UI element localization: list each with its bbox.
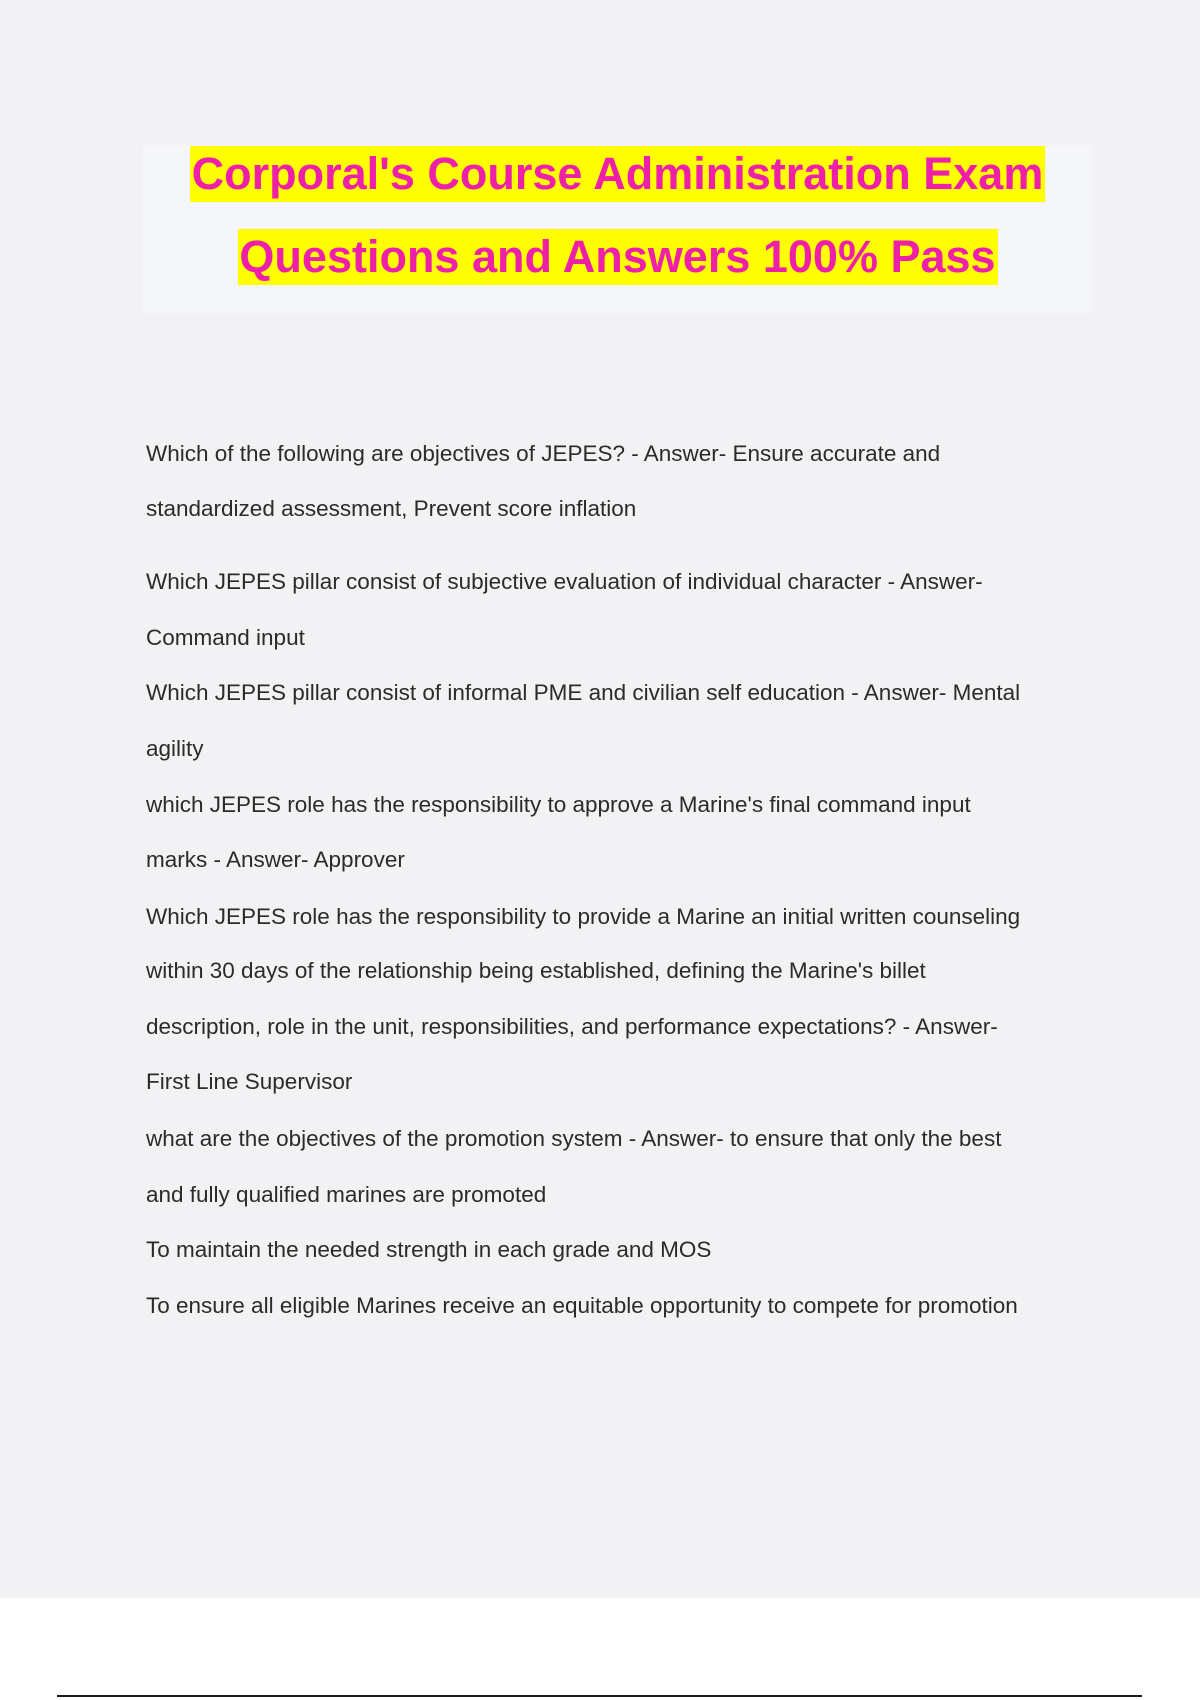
body-line: Which JEPES pillar consist of informal PME and civilian self education - Answer- Mental — [146, 680, 1021, 705]
document-title-line-2: Questions and Answers 100% Pass — [237, 229, 997, 285]
body-line: Which JEPES pillar consist of subjective evaluation of individual character - Answer- — [146, 569, 983, 594]
body-line: agility — [146, 736, 204, 761]
body-line: standardized assessment, Prevent score inflation — [146, 496, 637, 521]
body-line: marks - Answer- Approver — [146, 847, 405, 872]
body-line: Which JEPES role has the responsibility to provide a Marine an initial written counseling — [146, 904, 1021, 929]
page-footer-rule — [57, 1695, 1142, 1697]
body-line: and fully qualified marines are promoted — [146, 1182, 547, 1207]
body-line: what are the objectives of the promotion system - Answer- to ensure that only the best — [146, 1126, 1002, 1151]
body-line: To maintain the needed strength in each grade and MOS — [146, 1237, 712, 1262]
body-line: which JEPES role has the responsibility to approve a Marine's final command input — [146, 792, 971, 817]
body-line: First Line Supervisor — [146, 1069, 353, 1094]
document-title-line-1: Corporal's Course Administration Exam — [190, 146, 1046, 202]
body-line: Which of the following are objectives of JEPES? - Answer- Ensure accurate and — [146, 441, 941, 466]
body-line: within 30 days of the relationship being established, defining the Marine's billet — [146, 958, 926, 983]
body-line: To ensure all eligible Marines receive an equitable opportunity to compete for promotion — [146, 1293, 1018, 1318]
title-block — [143, 145, 1092, 313]
body-line: description, role in the unit, responsibilities, and performance expectations? - Answer- — [146, 1014, 998, 1039]
body-line: Command input — [146, 625, 305, 650]
